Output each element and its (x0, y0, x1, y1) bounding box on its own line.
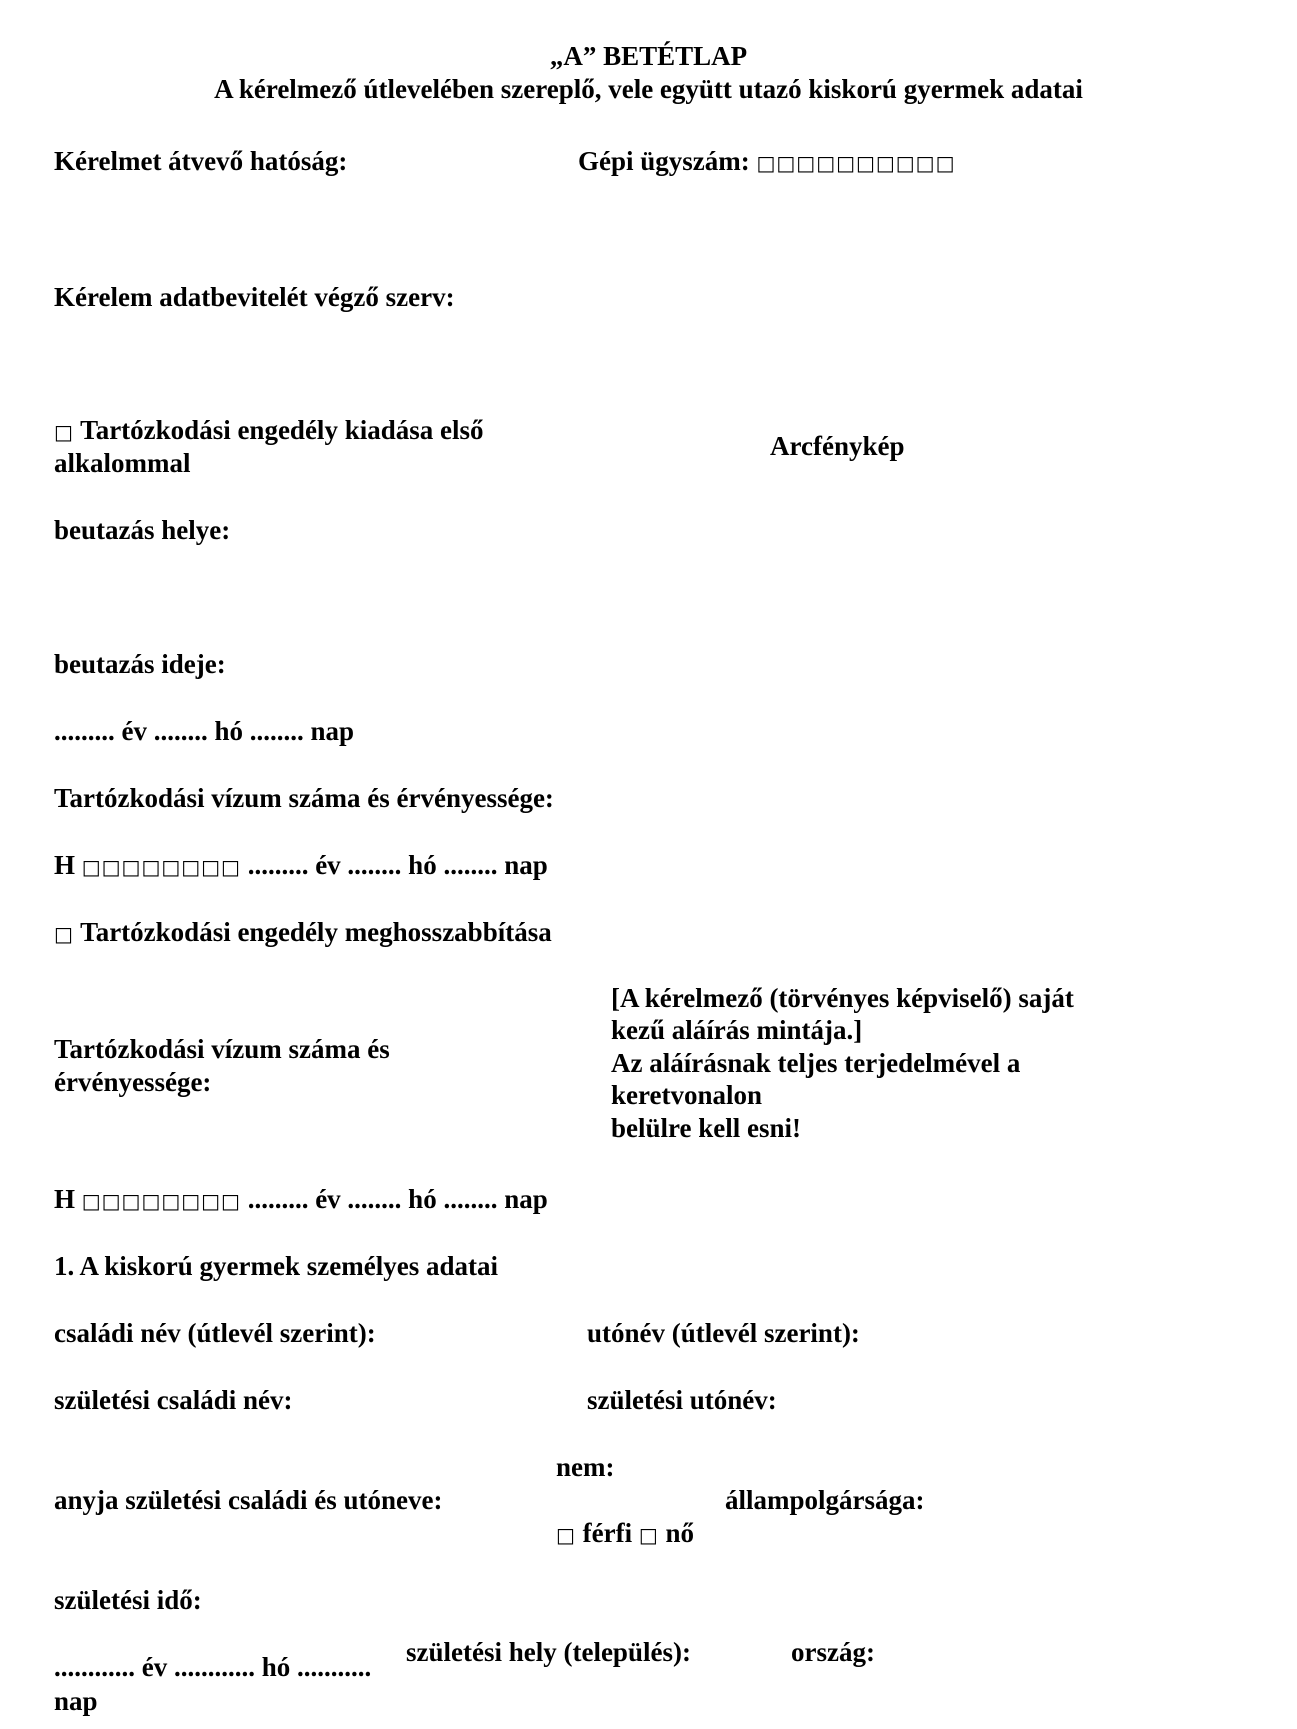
case-number-label: Gépi ügyszám: (578, 146, 750, 176)
female-checkbox[interactable]: □ (638, 1523, 659, 1547)
birth-place-label: születési hely (település): (406, 1637, 691, 1667)
first-visa-date: ......... év ........ hó ........ nap (247, 850, 548, 880)
form-title: „A” BETÉTLAP (549, 41, 748, 71)
sex-options (556, 1517, 694, 1549)
extension-visa-label-line2: érvényessége: (54, 1067, 212, 1097)
first-issue-checkbox[interactable]: □ (54, 420, 74, 444)
sex-label: nem: (556, 1452, 615, 1482)
first-issue-label-line1: Tartózkodási engedély kiadása első (80, 415, 484, 445)
female-label: nő (665, 1518, 695, 1548)
extension-visa-date: ......... év ........ hó ........ nap (247, 1184, 548, 1214)
form-subtitle: A kérelmező útlevelében szereplő, vele együtt utazó kiskorú gyermek adatai (214, 74, 1083, 104)
child-section-title: 1. A kiskorú gyermek személyes adatai (54, 1251, 498, 1281)
male-checkbox[interactable]: □ (556, 1523, 576, 1547)
first-issue-label-line2: alkalommal (54, 448, 191, 478)
birth-family-name-label: születési családi név: (54, 1385, 293, 1415)
extension-visa-label-line1: Tartózkodási vízum száma és (54, 1034, 390, 1064)
first-visa-field (54, 849, 548, 881)
birth-date-label: születési idő: (54, 1585, 202, 1615)
signature-note-line: keretvonalon (611, 1080, 763, 1111)
photo-label: Arcfénykép (770, 431, 905, 461)
birth-given-name-label: születési utónév: (587, 1385, 777, 1415)
signature-note-line: belülre kell esni! (611, 1112, 802, 1143)
signature-note-line: [A kérelmező (törvényes képviselő) saját (611, 983, 1074, 1013)
extension-checkbox[interactable]: □ (54, 922, 74, 946)
data-entry-authority-label: Kérelem adatbevitelét végző szerv: (54, 282, 455, 312)
entry-date-line: ......... év ........ hó ........ nap (54, 716, 355, 746)
citizenship-label: állampolgársága: (725, 1485, 925, 1515)
first-visa-prefix: H (54, 850, 76, 880)
extension-visa-prefix: H (54, 1184, 76, 1214)
signature-note-line: Az aláírásnak teljes terjedelmével a (611, 1047, 1021, 1078)
entry-place-label: beutazás helye: (54, 515, 231, 545)
male-label: férfi (582, 1518, 633, 1548)
birth-date-day: nap (54, 1686, 98, 1716)
receiving-authority-label: Kérelmet átvevő hatóság: (54, 146, 348, 176)
first-visa-number-boxes[interactable]: □□□□□□□□ (81, 855, 241, 879)
country-label: ország: (791, 1637, 875, 1667)
birth-date-line: ............ év ............ hó ........... (54, 1652, 372, 1682)
signature-note (611, 982, 1074, 1144)
extension-option (54, 916, 552, 948)
case-number-field (578, 145, 955, 177)
given-name-label: utónév (útlevél szerint): (587, 1318, 860, 1348)
first-visa-label: Tartózkodási vízum száma és érvényessége: (54, 783, 554, 813)
case-number-boxes[interactable]: □□□□□□□□□□ (756, 151, 956, 175)
family-name-label: családi név (útlevél szerint): (54, 1318, 376, 1348)
signature-note-line: kezű aláírás mintája.] (611, 1015, 863, 1046)
extension-visa-number-boxes[interactable]: □□□□□□□□ (81, 1189, 241, 1213)
entry-date-label: beutazás ideje: (54, 649, 226, 679)
extension-label: Tartózkodási engedély meghosszabbítása (80, 917, 552, 947)
extension-visa-field (54, 1183, 548, 1215)
first-issue-option (54, 414, 483, 446)
mother-name-label: anyja születési családi és utóneve: (54, 1485, 443, 1515)
